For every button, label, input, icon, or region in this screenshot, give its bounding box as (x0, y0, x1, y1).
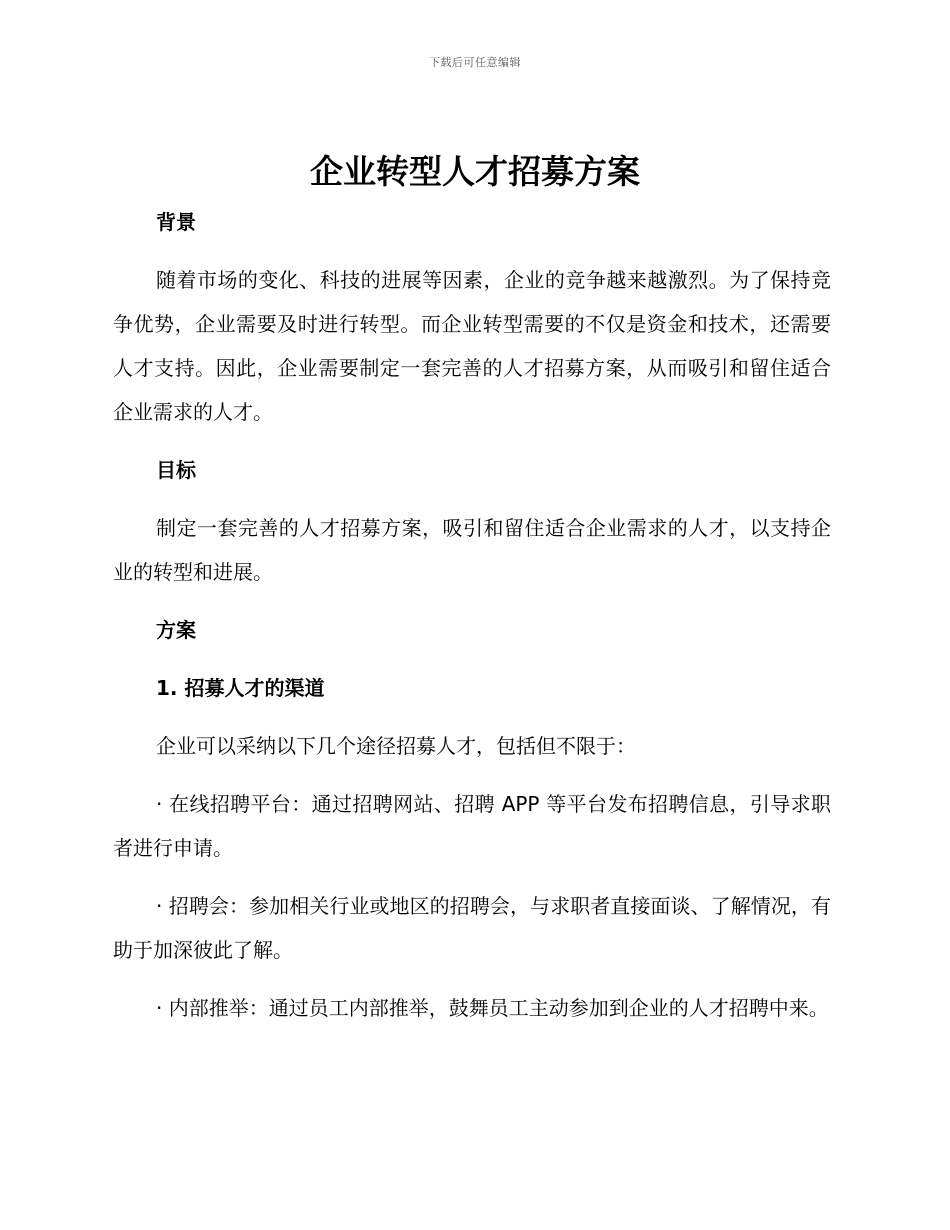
plan-intro-paragraph: 企业可以采纳以下几个途径招募人才，包括但不限于： (156, 734, 636, 758)
subheading-recruitment-channels: 1. 招募人才的渠道 (156, 676, 325, 700)
bullet-item-internal-referral: · 内部推举：通过员工内部推举，鼓舞员工主动参加到企业的人才招聘中来。 (156, 996, 829, 1020)
document-body (113, 200, 831, 1030)
bullet-item-job-fair: · 招聘会：参加相关行业或地区的招聘会，与求职者直接面谈、了解情况，有助于加深彼此了解。 (113, 894, 831, 962)
background-paragraph: 随着市场的变化、科技的进展等因素，企业的竞争越来越激烈。为了保持竞争优势，企业需要及时进行转型。而企业转型需要的不仅是资金和技术，还需要人才支持。因此，企业需要制定一套完善的人才招募方案，从而吸引和留住适合企业需求的人才。 (113, 268, 831, 424)
section-heading-goal: 目标 (156, 458, 196, 482)
section-heading-background: 背景 (156, 210, 196, 234)
section-heading-plan: 方案 (156, 618, 196, 642)
bullet-item-online-platform: · 在线招聘平台：通过招聘网站、招聘 APP 等平台发布招聘信息，引导求职者进行申请。 (113, 792, 831, 860)
header-note: 下载后可任意编辑 (429, 56, 521, 69)
goal-paragraph: 制定一套完善的人才招募方案，吸引和留住适合企业需求的人才，以支持企业的转型和进展。 (113, 516, 831, 584)
document-title: 企业转型人才招募方案 (310, 152, 640, 191)
